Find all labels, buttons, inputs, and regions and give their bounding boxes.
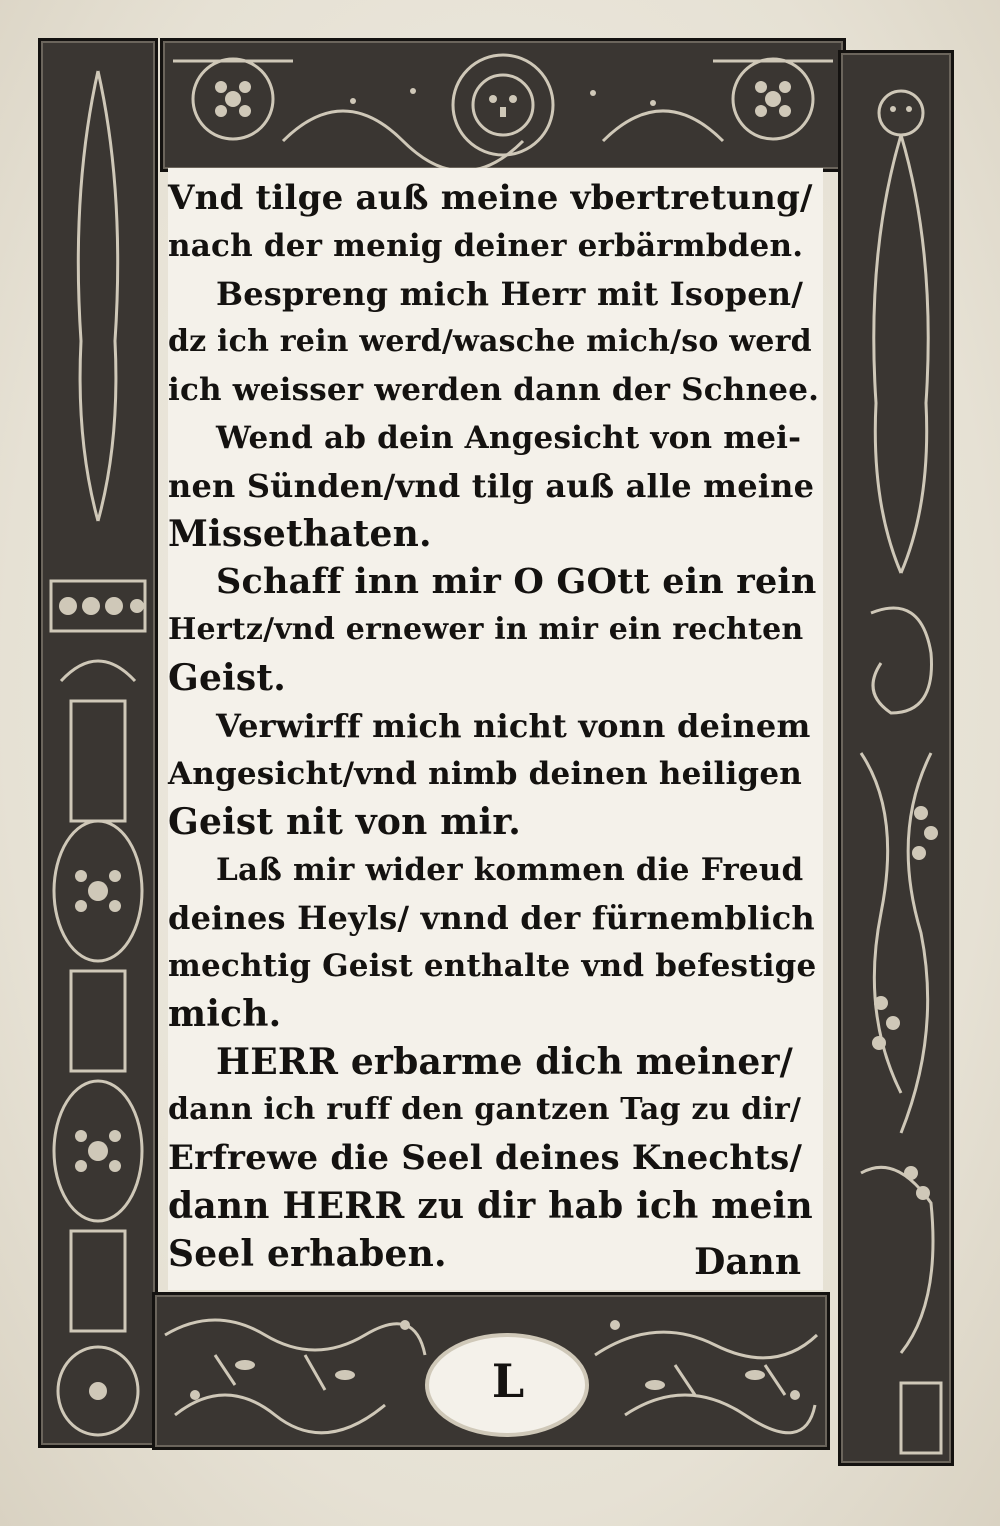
text-line: Missethaten. (168, 513, 432, 555)
figure-ornament-icon (841, 53, 951, 1463)
column-ornament-icon (41, 41, 155, 1445)
text-line: deines Heyls/ vnnd der fürnemblich (168, 899, 815, 937)
text-line: nach der menig deiner erbärmbden. (168, 228, 804, 264)
text-line: ich weisser werden dann der Schnee. (168, 372, 820, 408)
text-line: dz ich rein werd/wasche mich/so werd (168, 324, 812, 359)
text-line: mechtig Geist enthalte vnd befestige (168, 948, 817, 984)
text-line: Bespreng mich Herr mit Isopen/ (216, 275, 804, 313)
text-line: Angesicht/vnd nimb deinen heiligen (168, 756, 802, 792)
text-line: Wend ab dein Angesicht von mei- (216, 420, 802, 456)
text-line: dann HERR zu dir hab ich mein (168, 1185, 813, 1227)
text-line: HERR erbarme dich meiner/ (216, 1041, 794, 1083)
text-line: Laß mir wider kommen die Freud (216, 852, 804, 888)
text-line: Schaff inn mir O GOtt ein rein (216, 561, 817, 602)
sun-ornament-icon (163, 41, 843, 169)
catchword: Dann (694, 1241, 801, 1283)
text-line: mich. (168, 993, 282, 1035)
text-line: nen Sünden/vnd tilg auß alle meine (168, 467, 815, 505)
folio-signature: L (491, 1354, 525, 1408)
text-line: Erfrewe die Seel deines Knechts/ (168, 1138, 803, 1178)
text-line: dann ich ruff den gantzen Tag zu dir/ (168, 1092, 802, 1127)
text-block (168, 168, 823, 1290)
right-woodcut-border (838, 50, 954, 1466)
top-woodcut-border (160, 38, 846, 172)
text-line: Geist. (168, 657, 286, 699)
text-line: Hertz/vnd ernewer in mir ein rechten (168, 612, 804, 647)
text-line: Seel erhaben. (168, 1233, 447, 1275)
left-woodcut-border (38, 38, 158, 1448)
text-line: Geist nit von mir. (168, 801, 521, 843)
text-line: Vnd tilge auß meine vbertretung/ (168, 178, 813, 218)
text-line: Verwirff mich nicht vonn deinem (216, 707, 811, 745)
